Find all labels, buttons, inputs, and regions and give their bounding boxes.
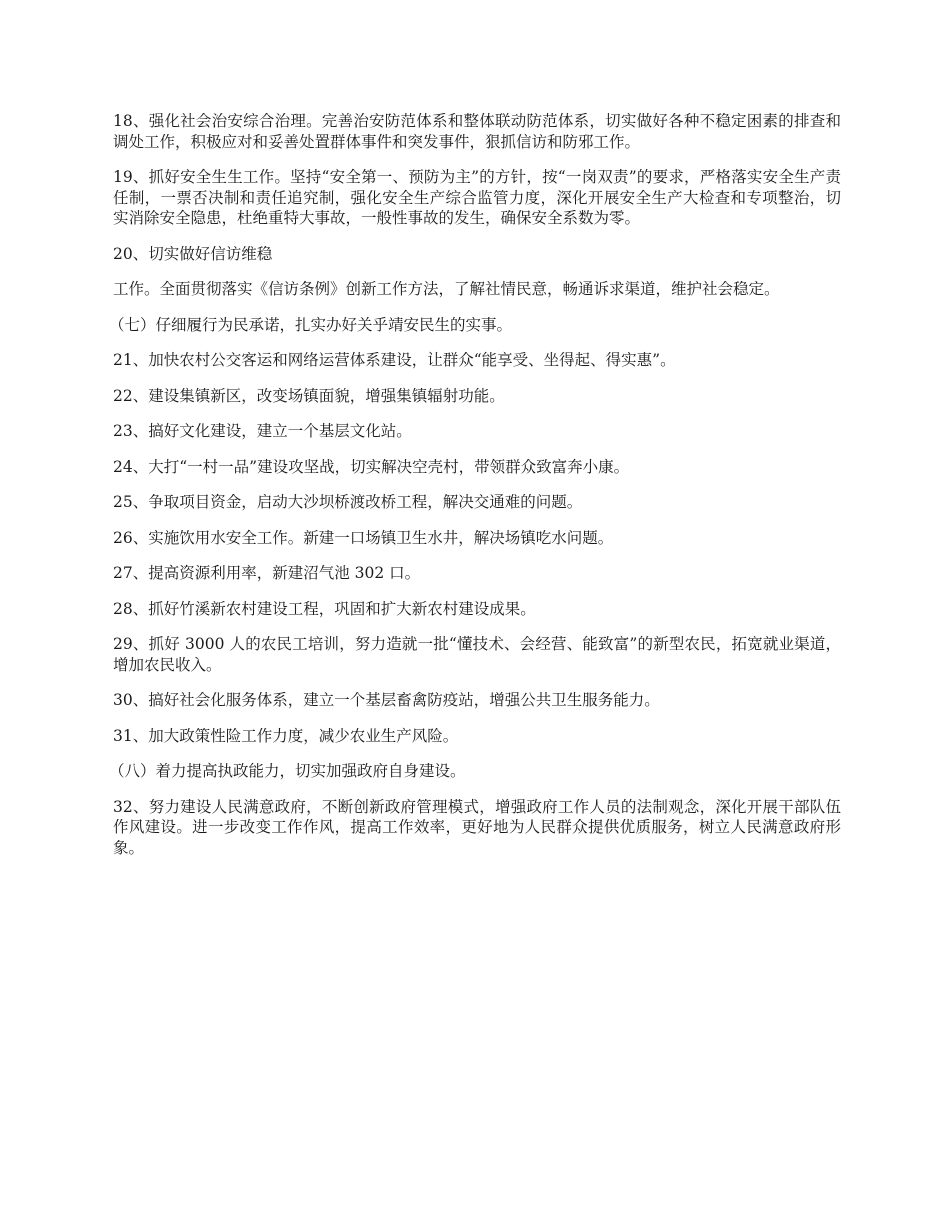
- paragraph-continuation: 工作。全面贯彻落实《信访条例》创新工作方法，了解社情民意，畅通诉求渠道，维护社会稳定。: [113, 280, 780, 298]
- paragraph-item-22: 22、建设集镇新区，改变场镇面貌，增强集镇辐射功能。: [113, 386, 505, 405]
- paragraph-item-26: 26、实施饮用水安全工作。新建一口场镇卫生水井，解决场镇吃水问题。: [113, 528, 614, 547]
- paragraph-item-21: 21、加快农村公交客运和网络运营体系建设，让群众“能享受、坐得起、得实惠”。: [113, 351, 676, 369]
- paragraph-item-18: 18、强化社会治安综合治理。完善治安防范体系和整体联动防范体系，切实做好各种不稳定困素的排查和调处工作，积极应对和妥善处置群体事件和突发事件，狠抓信访和防邪工作。: [113, 112, 841, 151]
- paragraph-item-25: 25、争取项目资金，启动大沙坝桥渡改桥工程，解决交通难的问题。: [113, 493, 583, 511]
- paragraph-item-32: 32、努力建设人民满意政府，不断创新政府管理模式，增强政府工作人员的法制观念，深化开展干部队伍作风建设。进一步改变工作作风，提高工作效率，更好地为人民群众提供优质服务，树立人民满意政府形象。: [113, 797, 841, 857]
- paragraph-item-20: 20、切实做好信访维稳: [113, 244, 273, 263]
- paragraph-item-27: 27、提高资源利用率，新建沼气池 302 口。: [113, 564, 421, 582]
- section-heading-seven: （七）仔细履行为民承诺，扎实办好关乎靖安民生的实事。: [109, 315, 513, 334]
- paragraph-item-23: 23、搞好文化建设，建立一个基层文化站。: [113, 422, 412, 440]
- paragraph-item-31: 31、加大政策性险工作力度，减少农业生产风险。: [113, 726, 459, 745]
- document-page: [109, 111, 841, 873]
- section-heading-eight: （八）着力提高执政能力，切实加强政府自身建设。: [109, 762, 466, 780]
- paragraph-item-28: 28、抓好竹溪新农村建设工程，巩固和扩大新农村建设成果。: [113, 599, 536, 618]
- paragraph-item-30: 30、搞好社会化服务体系，建立一个基层畜禽防疫站，增强公共卫生服务能力。: [113, 691, 660, 709]
- paragraph-item-29: 29、抓好 3000 人的农民工培训，努力造就一批“懂技术、会经营、能致富”的新型农民，拓宽就业渠道，增加农民收入。: [113, 635, 841, 674]
- paragraph-item-24: 24、大打“一村一品”建设攻坚战，切实解决空壳村，带领群众致富奔小康。: [113, 457, 630, 476]
- paragraph-item-19: 19、抓好安全生生工作。坚持“安全第一、预防为主”的方针，按“一岗双责”的要求，严格落实安全生产责任制，一票否决制和责任追究制，强化安全生产综合监管力度，深化开展安全生产大检查和专项整治，切实消除安全隐患，杜绝重特大事故，一般性事故的发生，确保安全系数为零。: [113, 168, 841, 227]
